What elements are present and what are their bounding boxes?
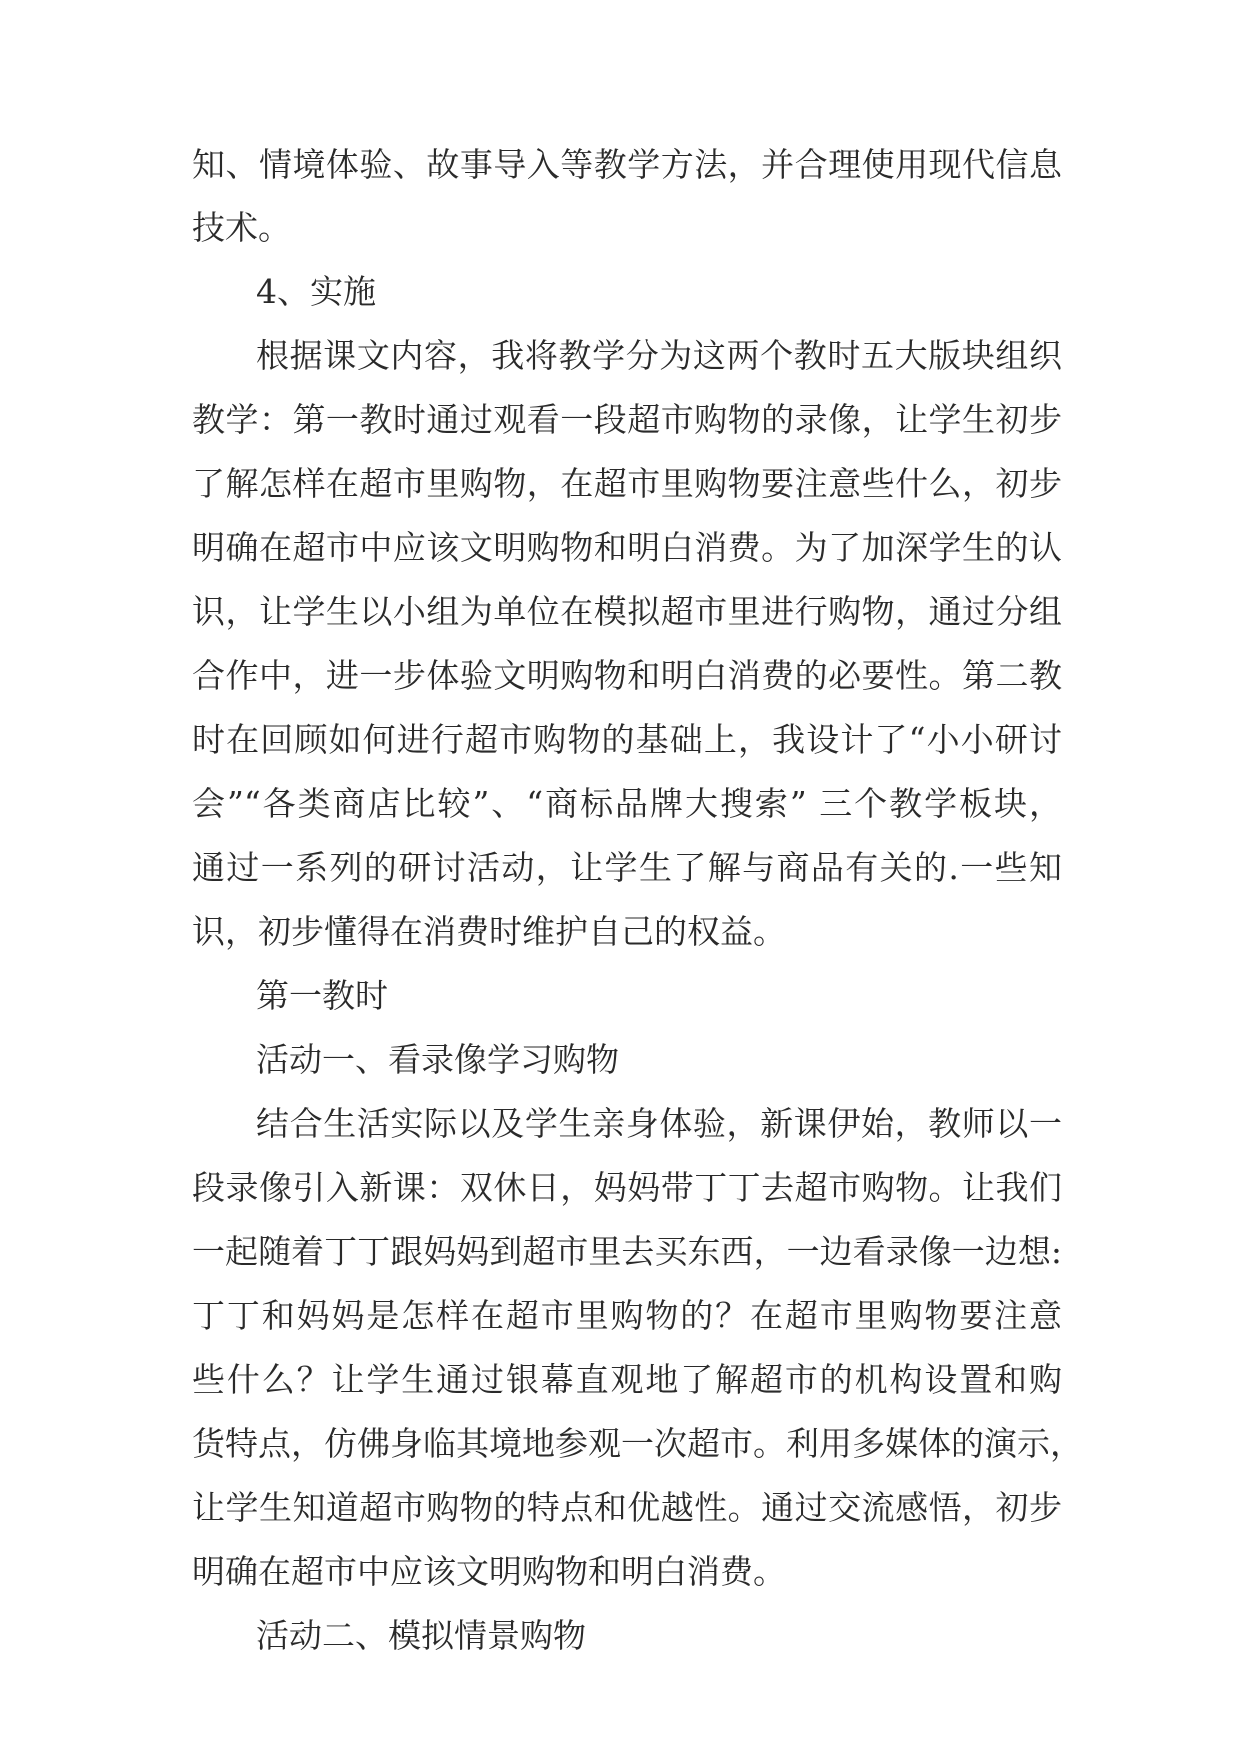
text-line: 明确在超市中应该文明购物和明白消费。 — [192, 1552, 786, 1591]
text-line: 段录像引入新课：双休日，妈妈带丁丁去超市购物。让我们 — [192, 1168, 1062, 1207]
section-heading: 4、实施 — [256, 272, 376, 311]
section-heading: 活动一、看录像学习购物 — [256, 1040, 619, 1079]
text-line: 丁丁和妈妈是怎样在超市里购物的？在超市里购物要注意 — [192, 1296, 1062, 1335]
text-line: 时在回顾如何进行超市购物的基础上，我设计了“小小研讨 — [192, 720, 1062, 759]
section-heading: 第一教时 — [256, 976, 388, 1015]
text-line: 识，让学生以小组为单位在模拟超市里进行购物，通过分组 — [192, 592, 1062, 631]
text-line: 识，初步懂得在消费时维护自己的权益。 — [192, 912, 786, 951]
text-line: 根据课文内容，我将教学分为这两个教时五大版块组织 — [256, 336, 1062, 375]
text-line: 知、情境体验、故事导入等教学方法，并合理使用现代信息 — [192, 145, 1062, 184]
text-line: 结合生活实际以及学生亲身体验，新课伊始，教师以一 — [256, 1104, 1062, 1143]
text-line: 些什么？让学生通过银幕直观地了解超市的机构设置和购 — [192, 1360, 1062, 1399]
text-line: 货特点，仿佛身临其境地参观一次超市。利用多媒体的演示， — [192, 1424, 1083, 1463]
text-line: 会”“各类商店比较”、“商标品牌大搜索” 三个教学板块， — [192, 784, 1062, 823]
text-line: 明确在超市中应该文明购物和明白消费。为了加深学生的认 — [192, 528, 1062, 567]
section-heading: 活动二、模拟情景购物 — [256, 1616, 586, 1655]
text-line: 通过一系列的研讨活动，让学生了解与商品有关的.一些知 — [192, 848, 1062, 887]
text-line: 合作中，进一步体验文明购物和明白消费的必要性。第二教 — [192, 656, 1062, 695]
text-line: 技术。 — [192, 208, 291, 247]
text-line: 了解怎样在超市里购物，在超市里购物要注意些什么，初步 — [192, 464, 1062, 503]
text-line: 让学生知道超市购物的特点和优越性。通过交流感悟，初步 — [192, 1488, 1062, 1527]
text-line: 教学：第一教时通过观看一段超市购物的录像，让学生初步 — [192, 400, 1062, 439]
text-line: 一起随着丁丁跟妈妈到超市里去买东西，一边看录像一边想: — [192, 1232, 1062, 1271]
